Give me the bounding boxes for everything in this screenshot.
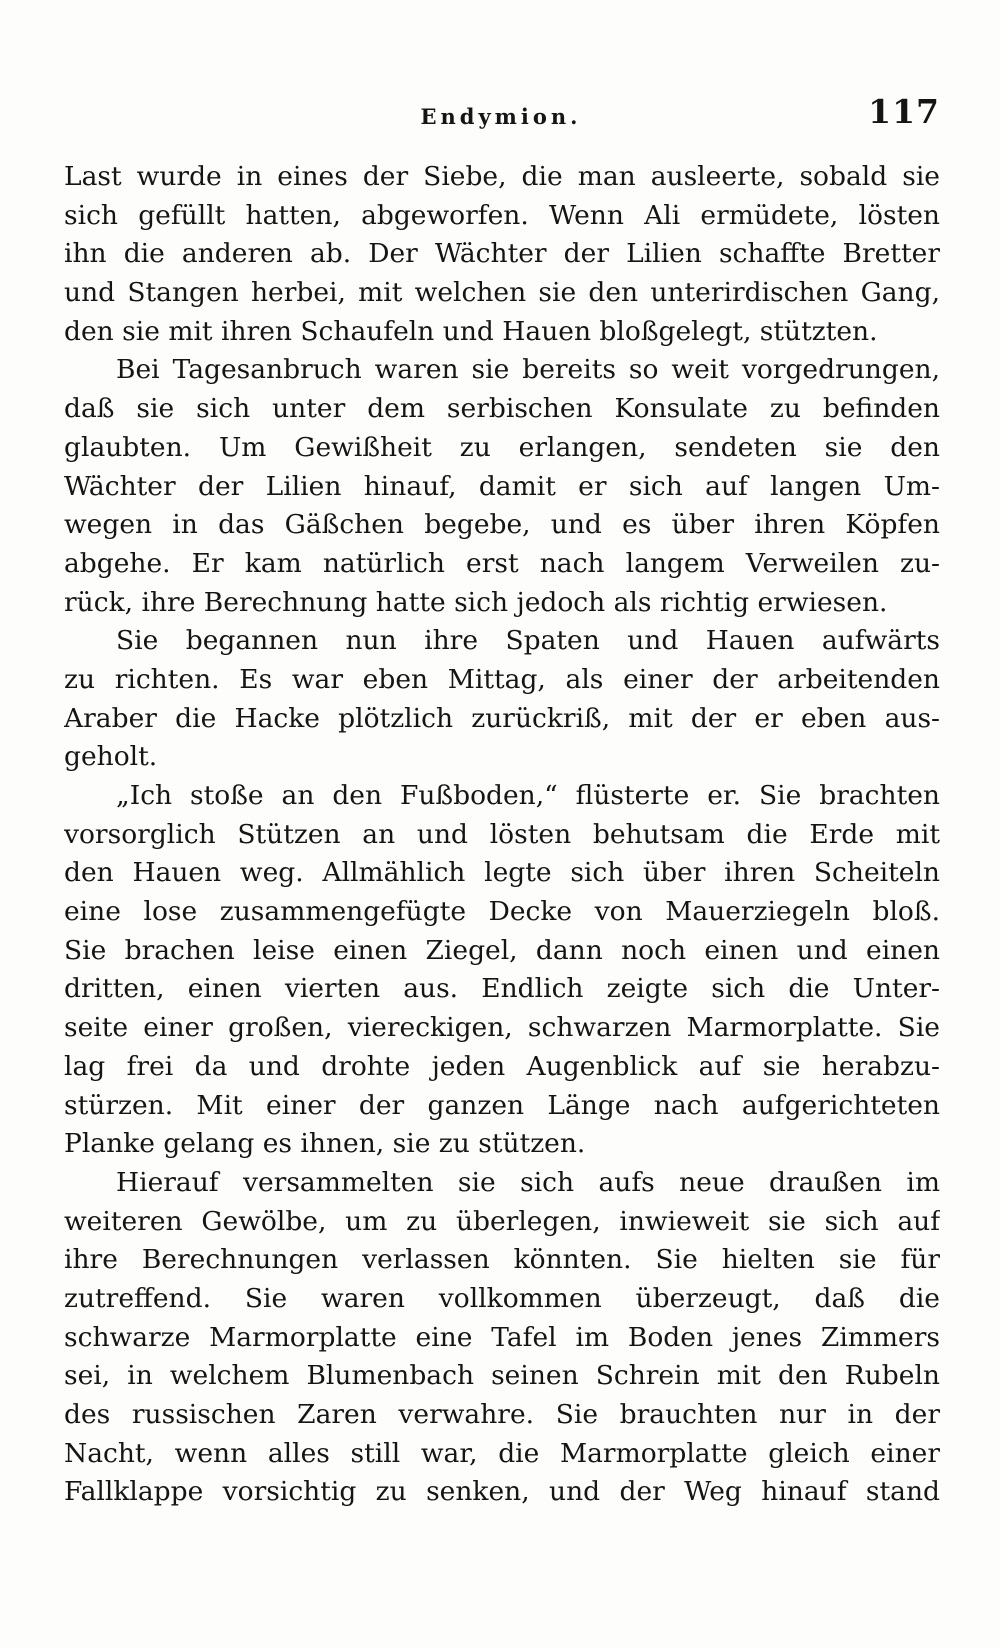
text-line: Sie begannen nun ihre Spaten und Hauen aufwärts <box>116 625 940 657</box>
text-line: zu richten. Es war eben Mittag, als einer der arbeitenden <box>64 663 940 695</box>
text-line: wegen in das Gäßchen begebe, und es über ihren Köpfen <box>64 509 940 541</box>
body-text <box>64 158 940 1512</box>
text-line: Sie brachen leise einen Ziegel, dann noch einen und einen <box>64 934 940 966</box>
text-line: „Ich stoße an den Fußboden,“ flüsterte er. Sie brachten <box>116 780 940 811</box>
text-line: seite einer großen, viereckigen, schwarzen Marmorplatte. Sie <box>64 1012 940 1044</box>
text-line: eine lose zusammengefügte Decke von Mauerziegeln bloß. <box>64 896 940 928</box>
text-line: Last wurde in eines der Siebe, die man ausleerte, sobald sie <box>64 161 940 192</box>
text-line: weiteren Gewölbe, um zu überlegen, inwieweit sie sich auf <box>64 1205 940 1237</box>
text-line: den Hauen weg. Allmählich legte sich über ihren Scheiteln <box>64 857 940 889</box>
text-line: den sie mit ihren Schaufeln und Hauen bloßgelegt, stützten. <box>64 315 878 347</box>
text-line: glaubten. Um Gewißheit zu erlangen, sendeten sie den <box>64 431 940 463</box>
running-title: Endymion. <box>420 104 582 129</box>
text-line: Planke gelang es ihnen, sie zu stützen. <box>64 1128 586 1160</box>
text-line: lag frei da und drohte jeden Augenblick auf sie herabzu- <box>64 1050 940 1082</box>
text-line: des russischen Zaren verwahre. Sie brauchten nur in der <box>64 1399 940 1430</box>
text-line: Fallklappe vorsichtig zu senken, und der Weg hinauf stand <box>64 1476 940 1508</box>
text-line: sei, in welchem Blumenbach seinen Schrein mit den Rubeln <box>64 1360 940 1392</box>
text-line: schwarze Marmorplatte eine Tafel im Boden jenes Zimmers <box>64 1321 940 1353</box>
text-line: und Stangen herbei, mit welchen sie den unterirdischen Gang, <box>64 277 940 309</box>
text-line: geholt. <box>64 741 158 773</box>
text-line: stürzen. Mit einer der ganzen Länge nach aufgerichteten <box>64 1089 940 1121</box>
text-line: Araber die Hacke plötzlich zurückriß, mit der er eben aus- <box>64 702 940 734</box>
text-line: dritten, einen vierten aus. Endlich zeigte sich die Unter- <box>64 973 940 1005</box>
text-line: ihre Berechnungen verlassen könnten. Sie hielten sie für <box>64 1244 940 1276</box>
text-line: Hierauf versammelten sie sich aufs neue draußen im <box>116 1166 940 1198</box>
text-line: rück, ihre Berechnung hatte sich jedoch als richtig erwiesen. <box>64 586 888 618</box>
page-header <box>62 88 940 138</box>
text-line: zutreffend. Sie waren vollkommen überzeugt, daß die <box>64 1282 940 1314</box>
text-line: vorsorglich Stützen an und lösten behutsam die Erde mit <box>64 818 940 850</box>
text-line: ihn die anderen ab. Der Wächter der Lilien schaffte Bretter <box>64 238 940 270</box>
text-line: daß sie sich unter dem serbischen Konsulate zu befinden <box>64 393 940 425</box>
text-line: sich gefüllt hatten, abgeworfen. Wenn Ali ermüdete, lösten <box>64 199 940 231</box>
page-number: 117 <box>868 92 940 131</box>
text-line: Wächter der Lilien hinauf, damit er sich auf langen Um- <box>64 470 940 502</box>
text-line: abgehe. Er kam natürlich erst nach langem Verweilen zu- <box>64 547 940 579</box>
text-line: Bei Tagesanbruch waren sie bereits so weit vorgedrungen, <box>116 354 940 386</box>
text-line: Nacht, wenn alles still war, die Marmorplatte gleich einer <box>64 1437 940 1469</box>
